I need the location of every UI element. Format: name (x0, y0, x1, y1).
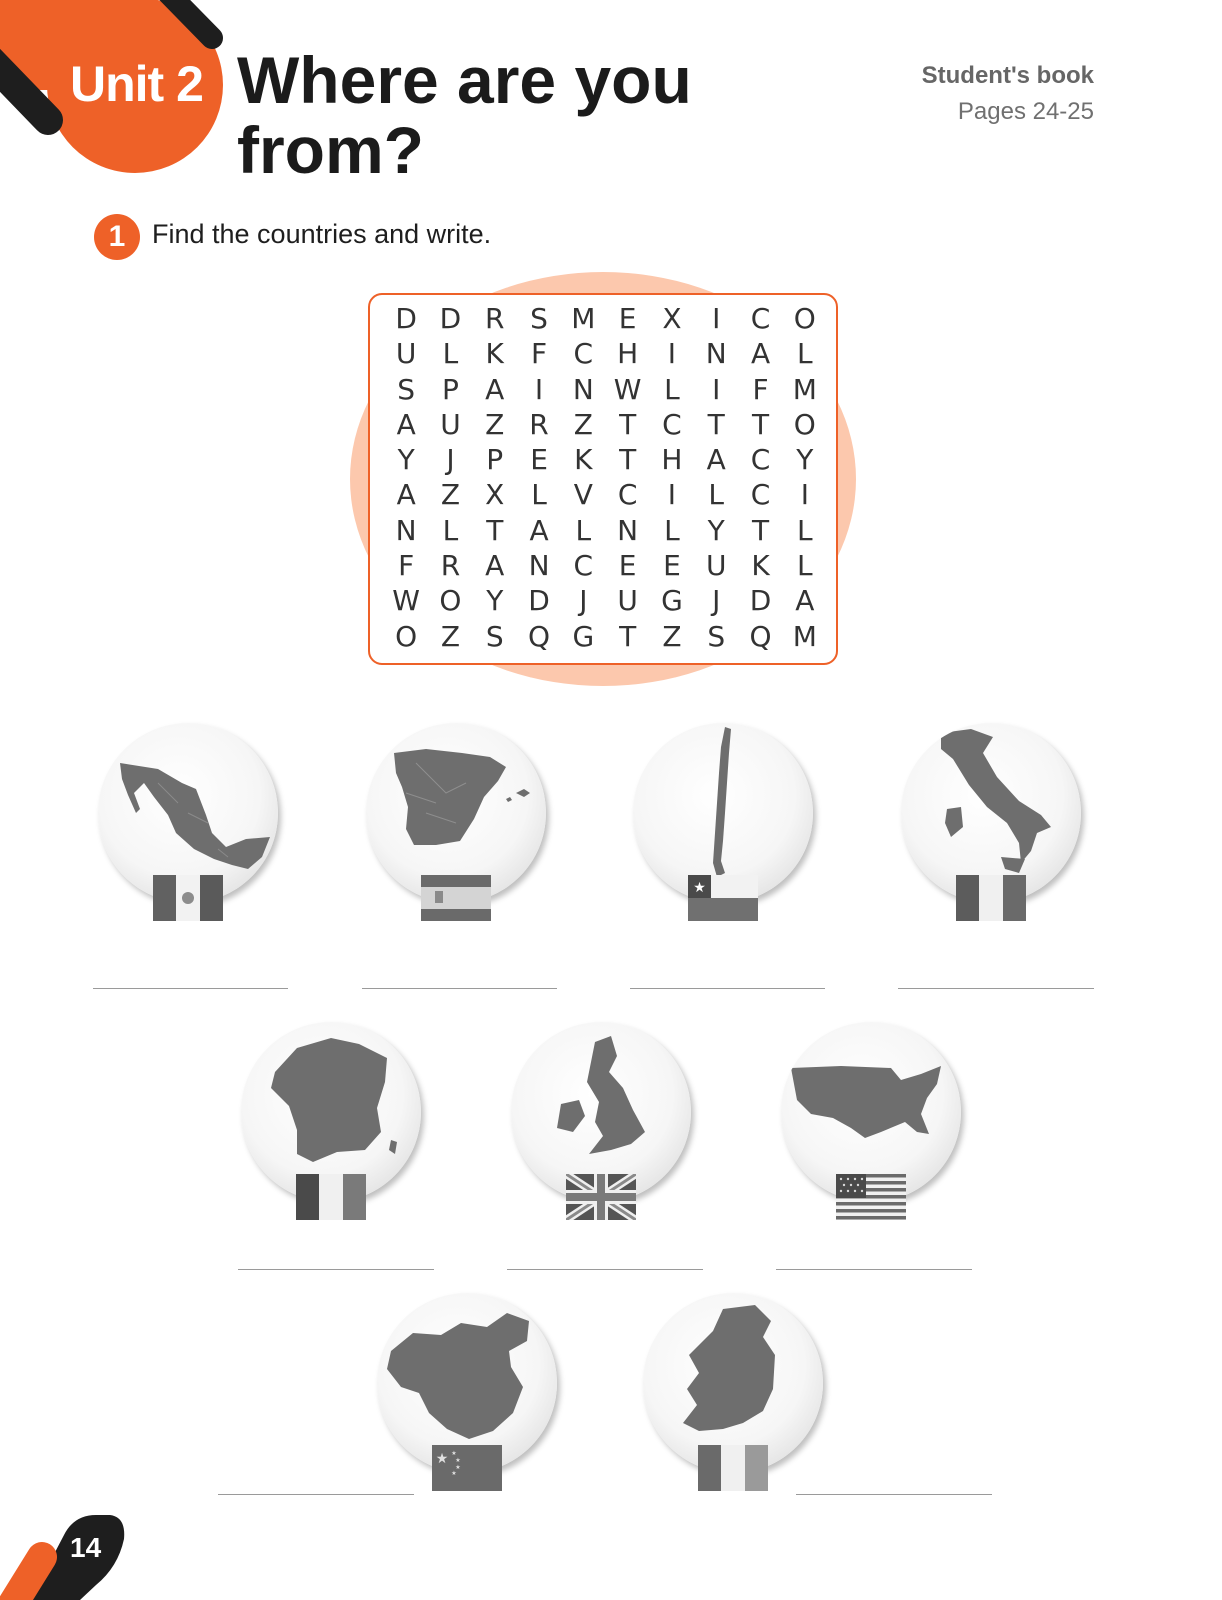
word-search-letter[interactable]: I (712, 372, 721, 406)
word-search-letter[interactable]: C (617, 478, 638, 512)
france-flag-icon (296, 1174, 366, 1220)
word-search-letter[interactable]: X (662, 302, 682, 335)
word-search-letter[interactable]: L (442, 337, 459, 371)
word-search-letter[interactable]: M (792, 619, 817, 653)
country-tile-italy (898, 723, 1088, 933)
svg-text:★: ★ (435, 1451, 449, 1467)
word-search-letter[interactable]: C (750, 478, 771, 512)
word-search-letter[interactable]: R (485, 302, 505, 335)
word-search-letter[interactable]: U (705, 549, 727, 583)
word-search-letter[interactable]: L (708, 478, 725, 512)
word-search-letter[interactable]: T (486, 513, 504, 547)
svg-text:★: ★ (451, 1470, 457, 1477)
word-search-letter[interactable]: P (486, 443, 504, 477)
word-search-letter[interactable]: Z (573, 407, 593, 441)
answer-line-spain[interactable] (362, 988, 557, 989)
word-search-letter[interactable]: W (613, 372, 642, 406)
word-search-letter[interactable]: Z (440, 619, 461, 653)
word-search-letter[interactable]: Y (486, 584, 504, 618)
answer-line-uk[interactable] (507, 1269, 703, 1270)
word-search-letter[interactable]: E (663, 549, 681, 583)
usa-flag-icon (836, 1174, 906, 1220)
word-search-letter[interactable]: R (529, 407, 549, 441)
answer-line-usa[interactable] (776, 1269, 972, 1270)
book-label: Student's book (921, 62, 1094, 89)
word-search-letter[interactable]: N (705, 337, 727, 371)
word-search-letter[interactable]: Z (485, 407, 505, 441)
word-search-letter[interactable]: D (749, 584, 772, 618)
title-line-2: from? (237, 113, 424, 187)
word-search-letter[interactable]: I (667, 337, 677, 371)
word-search-letter[interactable]: P (442, 372, 459, 406)
word-search-letter[interactable]: J (446, 443, 455, 477)
word-search-letter[interactable]: H (661, 443, 683, 477)
word-search-letter[interactable]: L (797, 513, 813, 547)
word-search-letter[interactable]: F (752, 372, 769, 406)
word-search-letter[interactable]: A (706, 443, 726, 477)
country-tile-spain (363, 723, 553, 933)
answer-line-mexico[interactable] (93, 988, 288, 989)
word-search-letter[interactable]: M (792, 372, 817, 406)
word-search-letter[interactable]: W (392, 584, 420, 618)
word-search-letter[interactable]: J (712, 584, 721, 618)
svg-text:★: ★ (455, 1464, 461, 1471)
word-search-letter[interactable]: E (618, 302, 637, 335)
word-search-letter[interactable]: Y (796, 443, 814, 477)
country-tile-france (238, 1022, 428, 1232)
word-search-letter[interactable]: A (529, 513, 549, 547)
word-search-letter[interactable]: V (573, 478, 593, 512)
word-search-letter[interactable]: E (530, 443, 548, 477)
word-search-letter[interactable]: Z (440, 478, 461, 512)
answer-line-chile[interactable] (630, 988, 825, 989)
word-search-letter[interactable]: F (530, 337, 548, 371)
word-search-letter[interactable]: L (575, 513, 592, 547)
word-search-letter[interactable]: A (485, 549, 505, 583)
word-search-letter[interactable]: T (707, 407, 725, 441)
word-search-letter[interactable]: A (396, 407, 416, 441)
word-search-letter[interactable]: Y (397, 443, 415, 477)
country-tile-mexico (95, 723, 285, 933)
word-search-letter[interactable]: A (396, 478, 416, 512)
mexico-flag-icon (153, 875, 223, 921)
word-search-letter[interactable]: R (440, 549, 461, 583)
word-search-letter[interactable]: U (440, 407, 461, 441)
word-search-letter[interactable]: I (534, 372, 544, 406)
word-search-letter[interactable]: C (750, 443, 771, 477)
unit-label: Unit 2 (70, 56, 203, 112)
chile-flag-icon (688, 875, 758, 921)
word-search-letter[interactable]: O (395, 619, 418, 653)
word-search-letter[interactable]: S (485, 619, 504, 653)
word-search-letter[interactable]: I (712, 302, 721, 335)
uk-flag-icon (566, 1174, 636, 1220)
country-tile-uk (508, 1022, 698, 1232)
word-search-letter[interactable]: L (797, 549, 813, 583)
word-search-letter[interactable]: O (793, 302, 816, 335)
word-search-letter[interactable]: M (571, 302, 596, 335)
book-reference (922, 58, 1094, 130)
book-pages: Pages 24-25 (957, 98, 1094, 125)
spain-flag-icon (421, 875, 491, 921)
word-search-letter[interactable]: L (664, 372, 680, 406)
ireland-flag-icon (698, 1445, 768, 1491)
country-tile-chile (630, 723, 820, 933)
country-tile-ireland (640, 1293, 830, 1503)
word-search-letter[interactable]: C (573, 337, 594, 371)
word-search-letter[interactable]: T (619, 443, 637, 477)
word-search-letter[interactable]: N (395, 513, 417, 547)
word-search-letter[interactable]: S (707, 619, 726, 653)
word-search-letter[interactable]: I (667, 478, 677, 512)
word-search-letter[interactable]: A (485, 372, 505, 406)
country-tile-usa (778, 1022, 968, 1232)
word-search-letter[interactable]: U (395, 337, 417, 371)
word-search-letter[interactable]: F (398, 549, 415, 583)
answer-line-france[interactable] (238, 1269, 434, 1270)
word-search-letter[interactable]: J (579, 584, 588, 618)
word-search-letter[interactable]: N (617, 513, 639, 547)
word-search-letter[interactable]: K (574, 443, 593, 477)
svg-text:★: ★ (693, 880, 706, 896)
word-search-letter[interactable]: Z (662, 619, 682, 653)
word-search-letter[interactable]: K (751, 549, 770, 583)
word-search-letter[interactable]: L (442, 513, 459, 547)
word-search-letter[interactable]: O (439, 584, 462, 618)
word-search-letter[interactable]: E (618, 549, 637, 583)
word-search-letter[interactable]: C (573, 549, 594, 583)
word-search-letter[interactable]: X (485, 478, 505, 512)
answer-line-italy[interactable] (898, 988, 1094, 989)
svg-text:★: ★ (455, 1457, 461, 1464)
word-search-letter[interactable]: D (395, 302, 417, 335)
word-search-letter[interactable]: A (750, 337, 771, 371)
title-line-1: Where are you (237, 43, 692, 117)
word-search-letter[interactable]: T (619, 407, 637, 441)
answer-line-china[interactable] (218, 1494, 414, 1495)
exercise-number-badge: 1 (94, 214, 140, 260)
china-flag-icon (432, 1445, 502, 1491)
word-search-letter[interactable]: K (485, 337, 504, 371)
word-search-box (368, 293, 838, 665)
word-search-letter[interactable]: T (751, 407, 770, 441)
word-search-letter[interactable]: S (530, 302, 548, 335)
word-search-letter[interactable]: T (751, 513, 770, 547)
page-title (237, 45, 797, 185)
word-search-letter[interactable]: N (528, 549, 550, 583)
word-search-letter[interactable]: S (397, 372, 416, 406)
word-search-letter[interactable]: L (664, 513, 680, 547)
exercise-instruction: Find the countries and write. (152, 219, 492, 249)
word-search-letter[interactable]: U (617, 584, 638, 618)
word-search-letter[interactable]: Y (707, 513, 725, 547)
word-search-letter[interactable]: N (572, 372, 594, 406)
country-tile-china (374, 1293, 564, 1503)
word-search-letter[interactable]: Q (528, 619, 551, 653)
word-search-letter[interactable]: Q (749, 619, 772, 653)
answer-line-ireland[interactable] (796, 1494, 992, 1495)
page-number: 14 (70, 1532, 102, 1563)
italy-flag-icon (956, 875, 1026, 921)
word-search-letter[interactable]: I (800, 478, 809, 512)
page-number-badge (0, 1505, 130, 1600)
word-search-letter[interactable]: C (750, 302, 771, 335)
word-search-grid (384, 301, 827, 654)
word-search-letter[interactable]: D (528, 584, 550, 618)
word-search-letter[interactable]: A (795, 584, 815, 618)
word-search-letter[interactable]: L (531, 478, 547, 512)
word-search-letter[interactable]: G (661, 584, 683, 618)
word-search-letter[interactable]: H (617, 337, 639, 371)
word-search-letter[interactable]: T (619, 619, 637, 653)
word-search-letter[interactable]: D (439, 302, 462, 335)
word-search-letter[interactable]: C (662, 407, 682, 441)
word-search-letter[interactable]: L (797, 337, 813, 371)
svg-text:★: ★ (451, 1450, 457, 1457)
word-search-letter[interactable]: O (793, 407, 816, 441)
word-search-letter[interactable]: G (572, 619, 595, 653)
